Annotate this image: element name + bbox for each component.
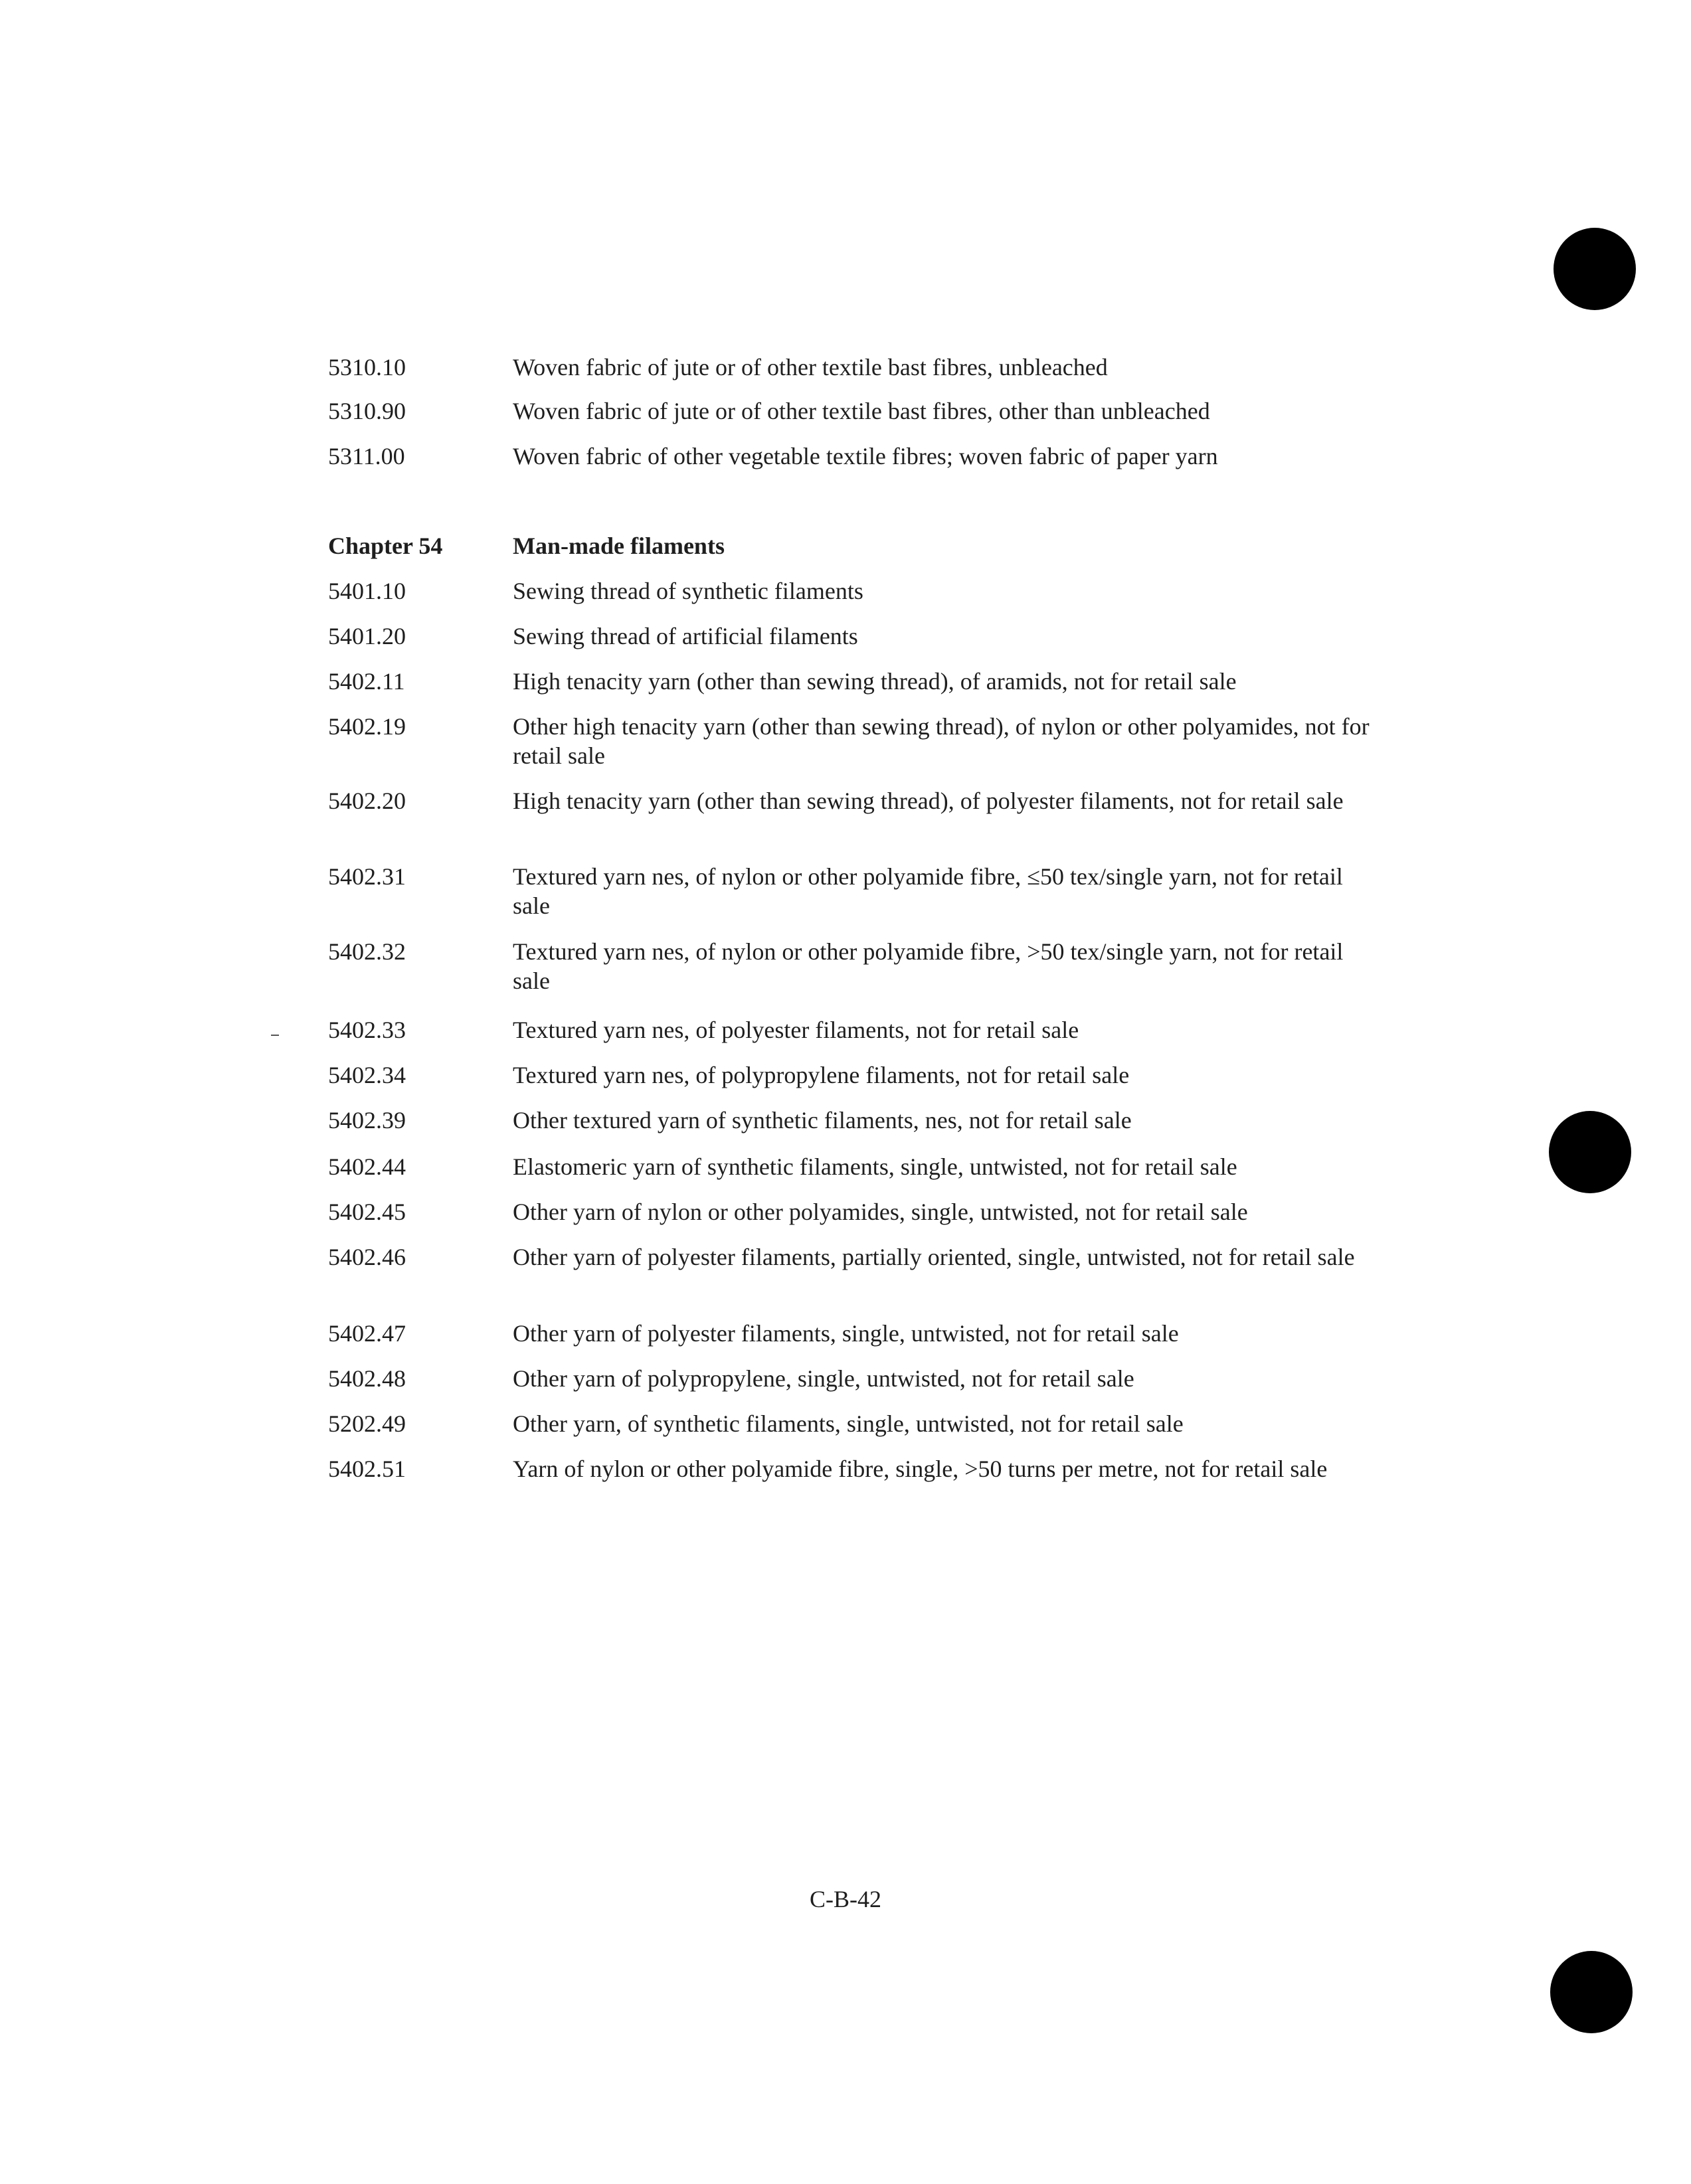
tariff-description: Textured yarn nes, of nylon or other polyamide fibre, ≤50 tex/single yarn, not for retail sale xyxy=(513,863,1343,919)
tariff-description: Textured yarn nes, of nylon or other polyamide fibre, >50 tex/single yarn, not for retail sale xyxy=(513,938,1344,994)
tariff-description: High tenacity yarn (other than sewing thread), of aramids, not for retail sale xyxy=(513,668,1237,695)
tariff-code: 5402.44 xyxy=(328,1153,406,1180)
tariff-code: 5402.32 xyxy=(328,938,406,965)
tariff-code: 5402.20 xyxy=(328,788,406,814)
tariff-code: 5402.11 xyxy=(328,668,405,695)
tariff-description: Other high tenacity yarn (other than sewing thread), of nylon or other polyamides, not for retail sale xyxy=(513,713,1370,769)
tariff-code: 5402.45 xyxy=(328,1199,406,1225)
tariff-description: Elastomeric yarn of synthetic filaments, single, untwisted, not for retail sale xyxy=(513,1153,1237,1180)
tariff-code: 5402.48 xyxy=(328,1365,406,1392)
tariff-description: Woven fabric of other vegetable textile fibres; woven fabric of paper yarn xyxy=(513,443,1218,469)
tariff-code: 5311.00 xyxy=(328,443,405,469)
tariff-description: Yarn of nylon or other polyamide fibre, single, >50 turns per metre, not for retail sale xyxy=(513,1456,1328,1482)
tariff-code: 5402.33 xyxy=(328,1017,406,1043)
tariff-description: Textured yarn nes, of polyester filaments, not for retail sale xyxy=(513,1017,1079,1043)
tariff-description: Woven fabric of jute or of other textile bast fibres, other than unbleached xyxy=(513,398,1210,424)
tariff-description: Other yarn, of synthetic filaments, single, untwisted, not for retail sale xyxy=(513,1410,1184,1437)
tariff-code: 5310.10 xyxy=(328,354,406,380)
page-number: C-B-42 xyxy=(810,1886,881,1912)
tariff-description: High tenacity yarn (other than sewing thread), of polyester filaments, not for retail sale xyxy=(513,788,1344,814)
tariff-code: 5402.39 xyxy=(328,1107,406,1134)
tariff-description: Sewing thread of artificial filaments xyxy=(513,623,858,649)
tariff-description: Other yarn of polypropylene, single, untwisted, not for retail sale xyxy=(513,1365,1134,1392)
tariff-code: 5402.51 xyxy=(328,1456,406,1482)
punch-hole-middle xyxy=(1549,1111,1631,1193)
tariff-code: 5402.46 xyxy=(328,1244,406,1270)
chapter-title: Man-made filaments xyxy=(513,533,725,559)
tariff-code: 5401.20 xyxy=(328,623,406,649)
tariff-description: Other textured yarn of synthetic filaments, nes, not for retail sale xyxy=(513,1107,1132,1134)
punch-hole-bottom xyxy=(1550,1951,1633,2033)
tariff-code: 5402.47 xyxy=(328,1320,406,1347)
chapter-number: Chapter 54 xyxy=(328,533,443,559)
tariff-description: Textured yarn nes, of polypropylene filaments, not for retail sale xyxy=(513,1062,1130,1088)
tariff-code: 5202.49 xyxy=(328,1410,406,1437)
tariff-description: Other yarn of nylon or other polyamides, single, untwisted, not for retail sale xyxy=(513,1199,1248,1225)
tariff-description: Sewing thread of synthetic filaments xyxy=(513,578,863,604)
tariff-description: Other yarn of polyester filaments, single, untwisted, not for retail sale xyxy=(513,1320,1179,1347)
tariff-code: 5402.19 xyxy=(328,713,406,740)
tariff-code: 5310.90 xyxy=(328,398,406,424)
punch-hole-top xyxy=(1554,228,1636,310)
scan-mark xyxy=(271,1035,279,1036)
tariff-code: 5401.10 xyxy=(328,578,406,604)
tariff-code: 5402.31 xyxy=(328,863,406,890)
tariff-description: Other yarn of polyester filaments, partially oriented, single, untwisted, not for retail sale xyxy=(513,1244,1355,1270)
tariff-description: Woven fabric of jute or of other textile bast fibres, unbleached xyxy=(513,354,1108,380)
tariff-code: 5402.34 xyxy=(328,1062,406,1088)
